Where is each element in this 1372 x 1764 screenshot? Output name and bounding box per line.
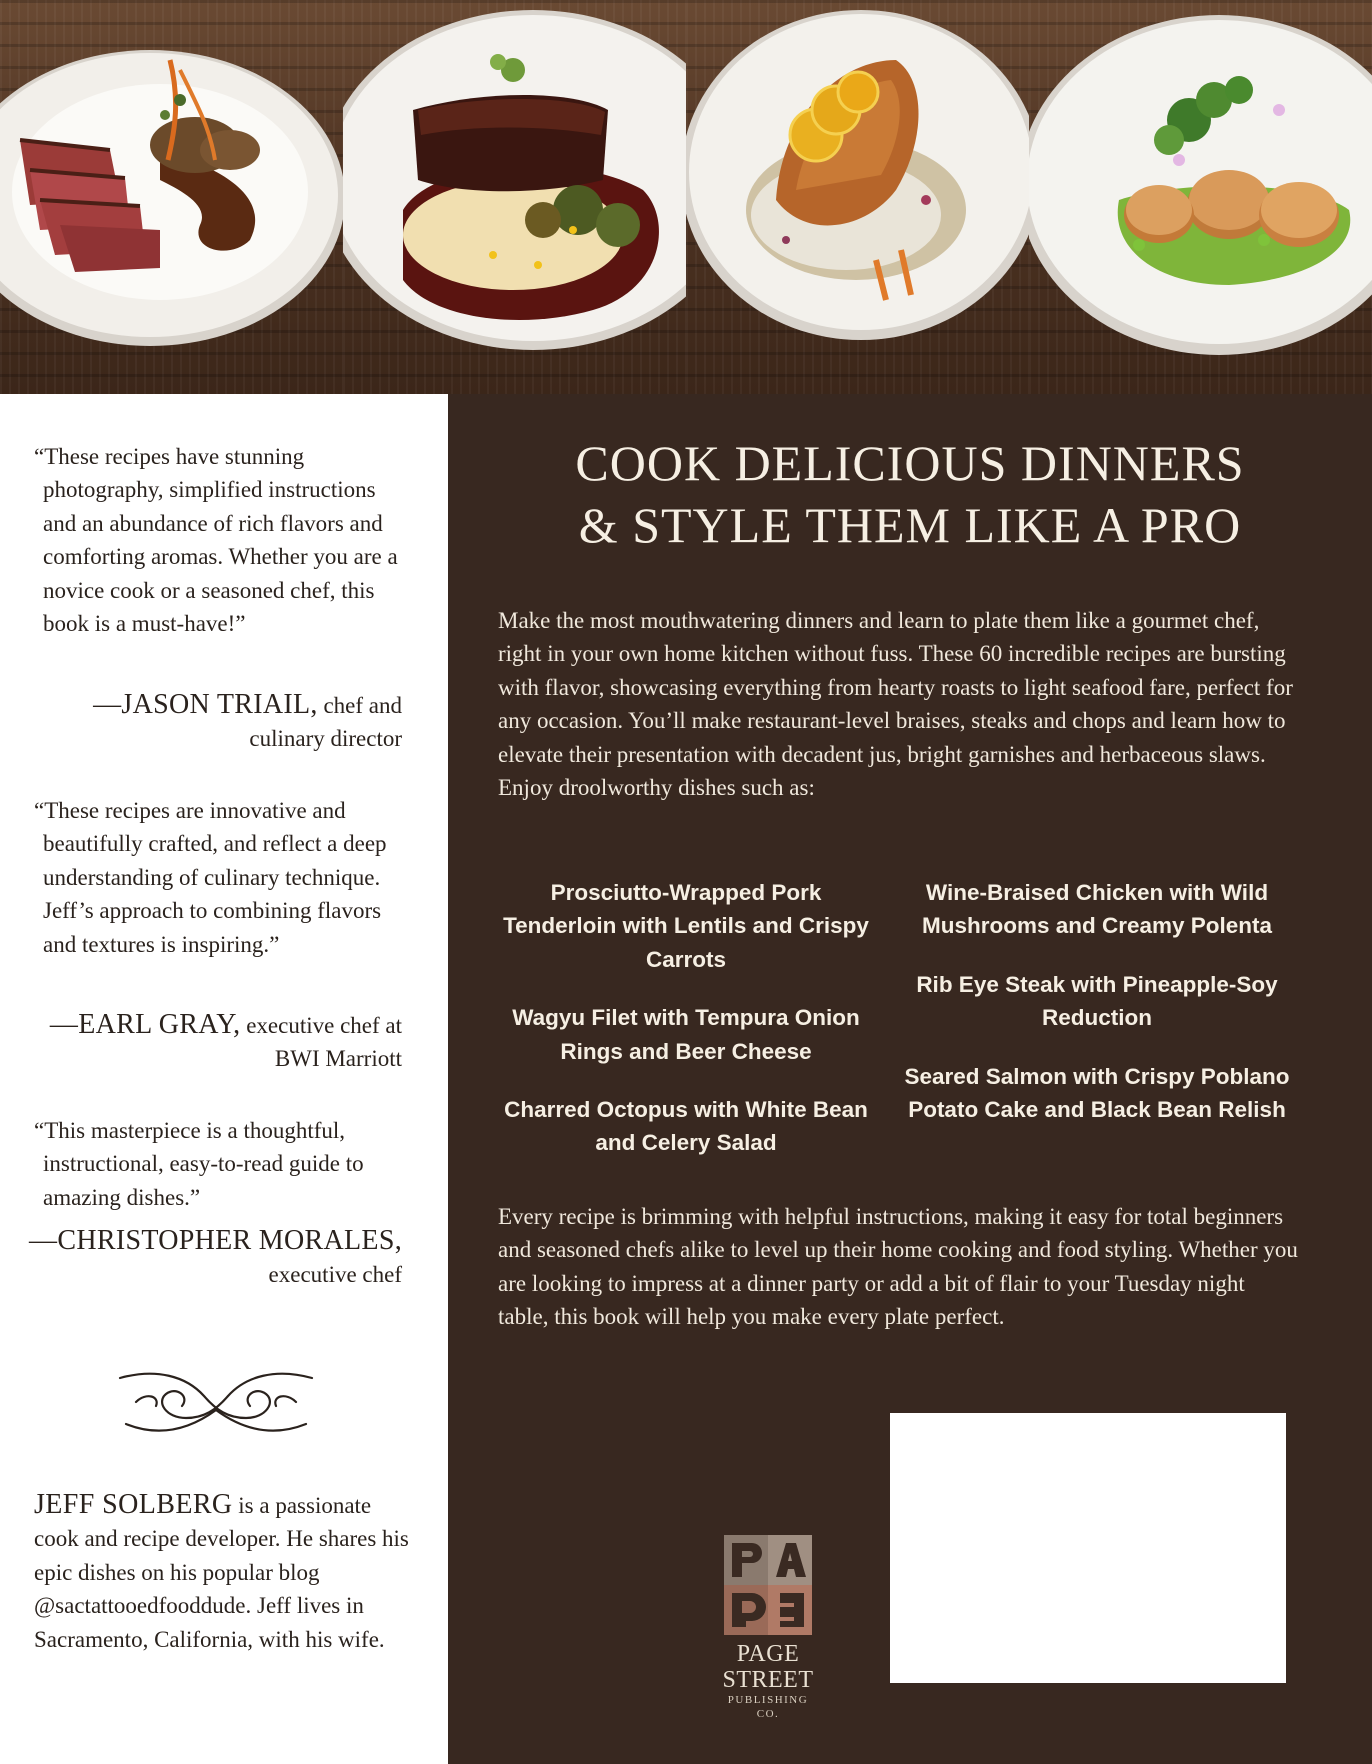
intro-paragraph: Make the most mouthwatering dinners and learn to plate them like a gourmet chef, right in your own home kitchen without fuss. These 60 incredible recipes are bursting with flavor, showcasing everything from hearty roasts to light seafood fare, perfect for any occasion. You’ll make restaurant-level braises, steaks and chops and learn how to elevate their presentation with decadent jus, bright garnishes and herbaceous slaws. Enjoy droolworthy dishes such as: bbox=[498, 608, 1293, 801]
barcode-area bbox=[890, 1413, 1286, 1683]
recipe-item: Wine-Braised Chicken with Wild Mushrooms and Creamy Polenta bbox=[921, 880, 1273, 939]
testimonial-quote-text: “This masterpiece is a thoughtful, instructional, easy-to-read guide to amazing dishes.” bbox=[34, 1118, 364, 1210]
braised-beef-plate-photo-icon bbox=[343, 0, 686, 394]
testimonial-attribution bbox=[22, 688, 402, 755]
recipe-list-left bbox=[491, 876, 881, 1185]
testimonial-quote-text: “These recipes are innovative and beautifully crafted, and reflect a deep understanding of culinary technique. Jeff’s approach to combining flavors and textures is inspiring.” bbox=[34, 798, 387, 957]
testimonial-attribution bbox=[22, 1224, 402, 1291]
testimonial-author-name: —EARL GRAY, bbox=[49, 1009, 241, 1040]
headline-line-1: COOK DELICIOUS DINNERS bbox=[575, 435, 1245, 491]
testimonials-column bbox=[0, 394, 448, 1764]
photo-scallops bbox=[1029, 0, 1372, 394]
photo-strip bbox=[0, 0, 1372, 394]
testimonial-author-role: executive chef at BWI Marriott bbox=[240, 1013, 402, 1071]
testimonial-quote bbox=[34, 440, 404, 640]
steak-plate-photo-icon bbox=[0, 0, 343, 394]
testimonial-author-role: chef and culinary director bbox=[249, 693, 402, 751]
publisher-name: PAGE STREET bbox=[722, 1641, 814, 1693]
ornamental-flourish-icon bbox=[116, 1362, 316, 1440]
photo-roast-chicken bbox=[686, 0, 1029, 394]
roast-chicken-plate-photo-icon bbox=[686, 0, 1029, 394]
recipe-item: Wagyu Filet with Tempura Onion Rings and Beer Cheese bbox=[512, 1005, 860, 1064]
recipe-item: Prosciutto-Wrapped Pork Tenderloin with Lentils and Crispy Carrots bbox=[503, 880, 869, 972]
testimonial-attribution bbox=[22, 1008, 402, 1075]
testimonial-quote bbox=[34, 1114, 404, 1214]
closing-paragraph: Every recipe is brimming with helpful instructions, making it easy for total beginners and seasoned chefs alike to level up their home cooking and food styling. Whether you are looking to impress at a dinner party or add a bit of flair to your Tuesday night table, this book will help you make every plate perfect. bbox=[498, 1204, 1298, 1330]
description-panel bbox=[448, 394, 1372, 1764]
headline bbox=[448, 432, 1372, 556]
author-name: JEFF SOLBERG bbox=[34, 1489, 233, 1520]
publisher-logo bbox=[718, 1531, 818, 1721]
author-bio bbox=[34, 1488, 414, 1656]
recipe-item: Rib Eye Steak with Pineapple-Soy Reduction bbox=[916, 971, 1278, 1031]
scallops-plate-photo-icon bbox=[1029, 0, 1372, 394]
photo-braised-beef bbox=[343, 0, 686, 394]
author-bio-text: is a passionate cook and recipe developer. He shares his epic dishes on his popular blog @sactattooedfooddude. Jeff lives in Sacramento, California, with his wife. bbox=[34, 1493, 409, 1652]
recipe-item: Charred Octopus with White Bean and Celery Salad bbox=[504, 1097, 868, 1156]
testimonial-author-name: —CHRISTOPHER MORALES, bbox=[29, 1225, 402, 1256]
testimonial-quote bbox=[34, 794, 404, 961]
testimonial-author-role: executive chef bbox=[268, 1262, 402, 1287]
headline-line-2: & STYLE THEM LIKE A PRO bbox=[578, 497, 1242, 553]
publisher-subtitle: PUBLISHING CO. bbox=[727, 1694, 809, 1720]
testimonial-author-name: —JASON TRIAIL, bbox=[93, 689, 318, 720]
testimonial-quote-text: “These recipes have stunning photography, simplified instructions and an abundance of rich flavors and comforting aromas. Whether you are a novice cook or a seasoned chef, this book is a must-have!” bbox=[34, 444, 398, 637]
page-street-logo-icon bbox=[718, 1531, 818, 1641]
photo-steak bbox=[0, 0, 343, 394]
recipe-item: Seared Salmon with Crispy Poblano Potato Cake and Black Bean Relish bbox=[904, 1063, 1290, 1123]
recipe-list-right bbox=[902, 876, 1292, 1151]
